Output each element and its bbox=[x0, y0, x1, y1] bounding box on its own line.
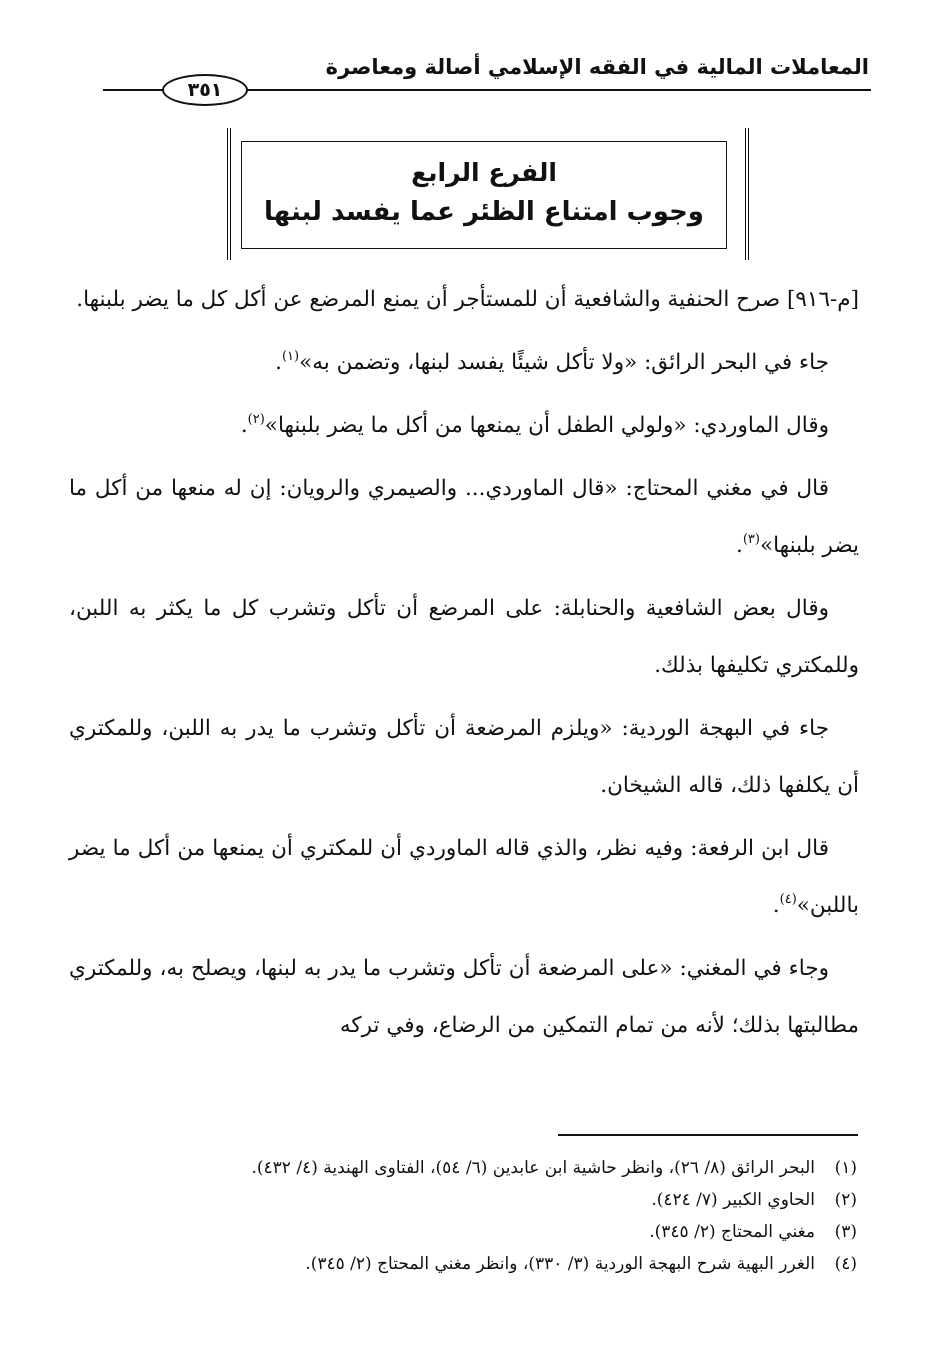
paragraph-text: جاء في البحر الرائق: «ولا تأكل شيئًا يفسد لبنها، وتضمن به» bbox=[299, 350, 829, 375]
paragraph-text: [م-٩١٦] صرح الحنفية والشافعية أن للمستأجر أن يمنع المرضع عن أكل كل ما يضر بلبنها. bbox=[76, 287, 859, 312]
footnote-number: (٣) bbox=[834, 1222, 857, 1242]
footnote-number: (٢) bbox=[834, 1190, 857, 1210]
footnote-text: الحاوي الكبير (٧/ ٤٢٤). bbox=[651, 1190, 815, 1210]
paragraph-text: جاء في البهجة الوردية: «ويلزم المرضعة أن تأكل وتشرب ما يدر به اللبن، وللمكتري أن يكلفها ذلك، قاله الشيخان. bbox=[69, 716, 859, 798]
footnote-reference: (٣) bbox=[742, 532, 760, 547]
footnote-text: الغرر البهية شرح البهجة الوردية (٣/ ٣٣٠)، وانظر مغني المحتاج (٢/ ٣٤٥). bbox=[305, 1254, 815, 1274]
body-paragraph bbox=[69, 271, 859, 328]
paragraph-text: قال في مغني المحتاج: «قال الماوردي... والصيمري والرويان: إن له منعها من أكل ما يضر بلبنها» bbox=[69, 476, 859, 558]
footnote-divider bbox=[558, 1134, 858, 1136]
body-text bbox=[69, 271, 859, 1060]
paragraph-text: وقال الماوردي: «ولولي الطفل أن يمنعها من أكل ما يضر بلبنها» bbox=[264, 413, 829, 438]
footnote-text: مغني المحتاج (٢/ ٣٤٥). bbox=[649, 1222, 815, 1242]
footnote bbox=[67, 1248, 857, 1280]
section-title-box bbox=[241, 141, 727, 249]
paragraph-text: قال ابن الرفعة: وفيه نظر، والذي قاله الماوردي أن للمكتري أن يمنعها من أكل ما يضر باللبن» bbox=[69, 836, 859, 918]
paragraph-text: وقال بعض الشافعية والحنابلة: على المرضع أن تأكل وتشرب كل ما يكثر به اللبن، وللمكتري تكليفها بذلك. bbox=[69, 596, 859, 678]
section-heading: الفرع الرابع bbox=[411, 158, 557, 187]
footnote bbox=[67, 1216, 857, 1248]
body-paragraph bbox=[69, 397, 859, 454]
page-number-badge: ٣٥١ bbox=[162, 74, 248, 106]
running-header-title: المعاملات المالية في الفقه الإسلامي أصالة ومعاصرة bbox=[325, 55, 869, 79]
footnote-text: البحر الرائق (٨/ ٢٦)، وانظر حاشية ابن عابدين (٦/ ٥٤)، الفتاوى الهندية (٤/ ٤٣٢). bbox=[251, 1158, 815, 1178]
body-paragraph bbox=[69, 334, 859, 391]
body-paragraph bbox=[69, 460, 859, 574]
footnote-reference: (٤) bbox=[779, 892, 797, 907]
paragraph-tail: . bbox=[735, 533, 743, 558]
paragraph-tail: . bbox=[772, 893, 780, 918]
footnote-number: (١) bbox=[834, 1158, 857, 1178]
paragraph-tail: . bbox=[240, 413, 248, 438]
paragraph-tail: . bbox=[275, 350, 282, 375]
footnote-reference: (١) bbox=[281, 349, 300, 364]
footnote bbox=[67, 1152, 857, 1184]
footnote-reference: (٢) bbox=[247, 412, 265, 427]
body-paragraph bbox=[69, 820, 859, 934]
paragraph-text: وجاء في المغني: «على المرضعة أن تأكل وتشرب ما يدر به لبنها، ويصلح به، وللمكتري مطالبتها بذلك؛ لأنه من تمام التمكين من الرضاع، وفي تركه bbox=[69, 956, 859, 1038]
section-subheading: وجوب امتناع الظئر عما يفسد لبنها bbox=[264, 197, 704, 227]
footnote-number: (٤) bbox=[834, 1254, 857, 1274]
footnote bbox=[67, 1184, 857, 1216]
body-paragraph bbox=[69, 940, 859, 1054]
body-paragraph bbox=[69, 580, 859, 694]
footnotes bbox=[67, 1152, 857, 1280]
body-paragraph bbox=[69, 700, 859, 814]
